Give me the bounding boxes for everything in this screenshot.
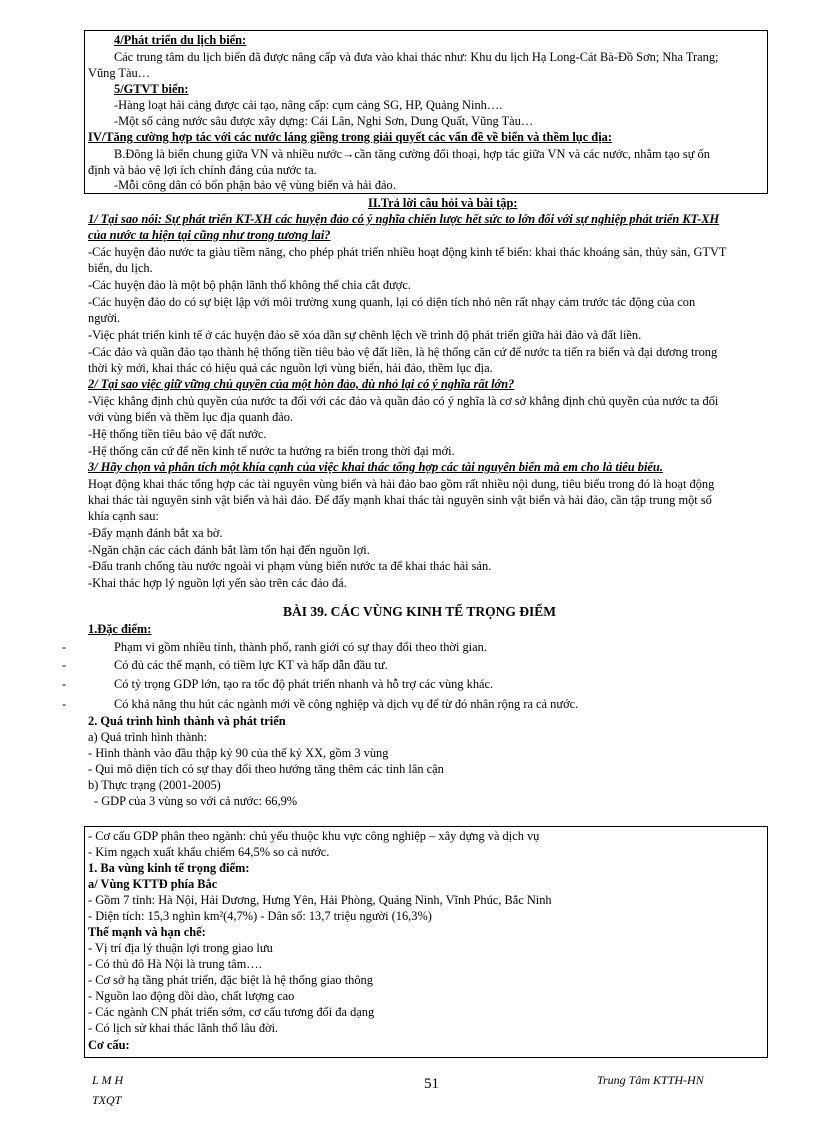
text-tourism-1: Các trung tâm du lịch biển đã được nâng cấp và đưa vào khai thác như: Khu du lịch Hạ Long-Cát Bà-Đồ Sơn; Nha Trang; (114, 50, 719, 64)
structure-heading: Cơ cấu: (88, 1038, 130, 1052)
footer-author: L M H (92, 1073, 124, 1087)
answer-1-5b: thời kỳ mới, khai thác có hiệu quả các nguồn lợi vùng biển, hải đảo, thềm lục địa. (88, 361, 493, 375)
answer-3-5: -Khai thác hợp lý nguồn lợi yến sào trên các đảo đá. (88, 576, 347, 590)
answer-1-4: -Việc phát triển kinh tế ở các huyện đảo sẽ xóa dần sự chênh lệch về trình độ phát triển giữa hải đảo và đất liền. (88, 328, 642, 342)
heading-transport: 5/GTVT biển: (114, 82, 189, 96)
text-cooperation-3: -Mỗi công dân có bổn phận bảo vệ vùng biển và hải đảo. (114, 178, 396, 192)
question-1-line-2: của nước ta hiện tại cũng như trong tương lai? (88, 228, 331, 242)
lesson-heading-1: 1.Đặc điểm: (88, 622, 152, 636)
answer-3-3: -Ngăn chặn các cách đánh bắt làm tổn hại đến nguồn lợi. (88, 543, 370, 557)
footer-center-name: Trung Tâm KTTH-HN (597, 1073, 704, 1087)
text-transport-1: -Hàng loạt hải cảng được cải tạo, nâng cấp: cụm cảng SG, HP, Quảng Ninh…. (114, 98, 503, 112)
answer-2-2: -Hệ thống tiền tiêu bảo vệ đất nước. (88, 427, 267, 441)
strength-4: - Nguồn lao động dồi dào, chất lượng cao (88, 989, 295, 1003)
question-1-line-1: 1/ Tại sao nói: Sự phát triển KT-XH các huyện đảo có ý nghĩa chiến lược hết sức to lớn đối với sự nghiệp phát triển KT-XH (88, 212, 720, 226)
page-number: 51 (424, 1076, 439, 1092)
lesson-heading-2: 2. Quá trình hình thành và phát triển (88, 714, 286, 728)
strength-6: - Có lịch sử khai thác lãnh thổ lâu đời. (88, 1021, 279, 1035)
answer-1-1b: biển, du lịch. (88, 261, 153, 275)
qa-heading: II.Trả lời câu hỏi và bài tập: (368, 196, 518, 210)
answer-1-3a: -Các huyện đảo do có sự biệt lập với môi trường xung quanh, lại có diện tích nhỏ nên rất nhạy cảm trước tác động của con (88, 295, 696, 309)
bullet-dash: - (62, 640, 67, 654)
answer-3-1b: khai thác tài nguyên sinh vật biển và hải đảo. Để đẩy mạnh khai thác tài nguyên sinh vật biển và hải đảo, cần tập trung một số (88, 493, 712, 507)
formation-heading: a) Quá trình hình thành: (88, 730, 208, 744)
question-3: 3/ Hãy chọn và phân tích một khía cạnh của việc khai thác tổng hợp các tài nguyên biển mà em cho là tiêu biểu. (88, 460, 663, 474)
footer-code: TXQT (92, 1093, 122, 1107)
lesson-title: BÀI 39. CÁC VÙNG KINH TẾ TRỌNG ĐIỂM (283, 604, 557, 619)
strength-3: - Cơ sở hạ tầng phát triển, đặc biệt là hệ thống giao thông (88, 973, 373, 987)
feature-4: Có khả năng thu hút các ngành mới về công nghiệp và dịch vụ để từ đó nhân rộng ra cả nước. (114, 697, 579, 711)
strengths-heading: Thế mạnh và hạn chế: (88, 925, 206, 939)
status-gdp: - GDP của 3 vùng so với cả nước: 66,9% (94, 794, 298, 808)
text-transport-2: -Một số cảng nước sâu được xây dựng: Cái Lân, Nghi Sơn, Dung Quất, Vũng Tàu… (114, 114, 534, 128)
feature-3: Có tỷ trọng GDP lớn, tạo ra tốc độ phát triển nhanh và hỗ trợ các vùng khác. (114, 677, 494, 691)
answer-1-3b: người. (88, 311, 121, 325)
strength-1: - Vị trí địa lý thuận lợi trong giao lưu (88, 941, 273, 955)
answer-3-1c: khía cạnh sau: (88, 509, 159, 523)
feature-1: Phạm vi gồm nhiều tỉnh, thành phố, ranh giới có sự thay đổi theo thời gian. (114, 640, 487, 654)
north-provinces: - Gồm 7 tỉnh: Hà Nội, Hải Dương, Hưng Yên, Hải Phòng, Quảng Ninh, Vĩnh Phúc, Bắc Ninh (88, 893, 552, 907)
text-tourism-2: Vũng Tàu… (88, 66, 151, 80)
status-heading: b) Thực trạng (2001-2005) (88, 778, 221, 792)
formation-1: - Hình thành vào đầu thập kỷ 90 của thế kỷ XX, gồm 3 vùng (88, 746, 389, 760)
strength-5: - Các ngành CN phát triển sớm, cơ cấu tương đối đa dạng (88, 1005, 375, 1019)
strength-2: - Có thủ đô Hà Nội là trung tâm…. (88, 957, 262, 971)
north-region-heading: a/ Vùng KTTĐ phía Bắc (88, 877, 218, 891)
three-regions-heading: 1. Ba vùng kinh tế trọng điểm: (88, 861, 250, 875)
answer-1-2: -Các huyện đảo là một bộ phận lãnh thổ không thể chia cắt được. (88, 278, 411, 292)
question-2: 2/ Tại sao việc giữ vững chủ quyền của một hòn đảo, dù nhỏ lại có ý nghĩa rất lớn? (88, 377, 515, 391)
answer-3-4: -Đấu tranh chống tàu nước ngoài vi phạm vùng biển nước ta để khai thác hải sản. (88, 559, 492, 573)
answer-1-1a: -Các huyện đảo nước ta giàu tiềm năng, cho phép phát triển nhiều hoạt động kinh tế biển: khai thác khoáng sản, thủy sản, GTVT (88, 245, 727, 259)
heading-cooperation: IV/Tăng cường hợp tác với các nước láng giềng trong giải quyết các vấn đề về biển và thềm lục địa: (88, 130, 612, 144)
bullet-dash: - (62, 697, 67, 711)
north-area-population: - Diện tích: 15,3 nghìn km²(4,7%) - Dân số: 13,7 triệu người (16,3%) (88, 909, 432, 923)
text-cooperation-1: B.Đông là biển chung giữa VN và nhiều nước→cần tăng cường đối thoại, hợp tác giữa VN và các nước, nhằm tạo sự ổn (114, 147, 710, 161)
bullet-dash: - (62, 658, 67, 672)
export-share: - Kim ngạch xuất khẩu chiếm 64,5% so cả nước. (88, 845, 330, 859)
answer-2-1a: -Việc khẳng định chủ quyền của nước ta đối với các đảo và quần đảo có ý nghĩa là cơ sở khẳng định chủ quyền của nước ta đối (88, 394, 719, 408)
answer-3-1a: Hoạt động khai thác tổng hợp các tài nguyên vùng biển và hải đảo bao gồm rất nhiều nội dung, tiêu biểu trong đó là hoạt động (88, 477, 715, 491)
bullet-dash: - (62, 677, 67, 691)
formation-2: - Qui mô diện tích có sự thay đổi theo hướng tăng thêm các tỉnh lân cận (88, 762, 444, 776)
answer-2-3: -Hệ thống căn cứ để nền kinh tế nước ta hướng ra biển trong thời đại mới. (88, 444, 455, 458)
text-cooperation-2: định và bảo vệ lợi ích chính đáng của nước ta. (88, 163, 317, 177)
answer-3-2: -Đẩy mạnh đánh bắt xa bờ. (88, 526, 223, 540)
answer-2-1b: với vùng biển và thềm lục địa quanh đảo. (88, 410, 294, 424)
answer-1-5a: -Các đảo và quần đảo tạo thành hệ thống tiền tiêu bảo vệ đất liền, là hệ thống căn cứ để nước ta tiến ra biển và đại dương trong (88, 345, 718, 359)
feature-2: Có đủ các thế mạnh, có tiềm lực KT và hấp dẫn đầu tư. (114, 658, 388, 672)
gdp-structure: - Cơ cấu GDP phân theo ngành: chủ yếu thuộc khu vực công nghiệp – xây dựng và dịch vụ (88, 829, 540, 843)
heading-tourism: 4/Phát triển du lịch biển: (114, 33, 247, 47)
